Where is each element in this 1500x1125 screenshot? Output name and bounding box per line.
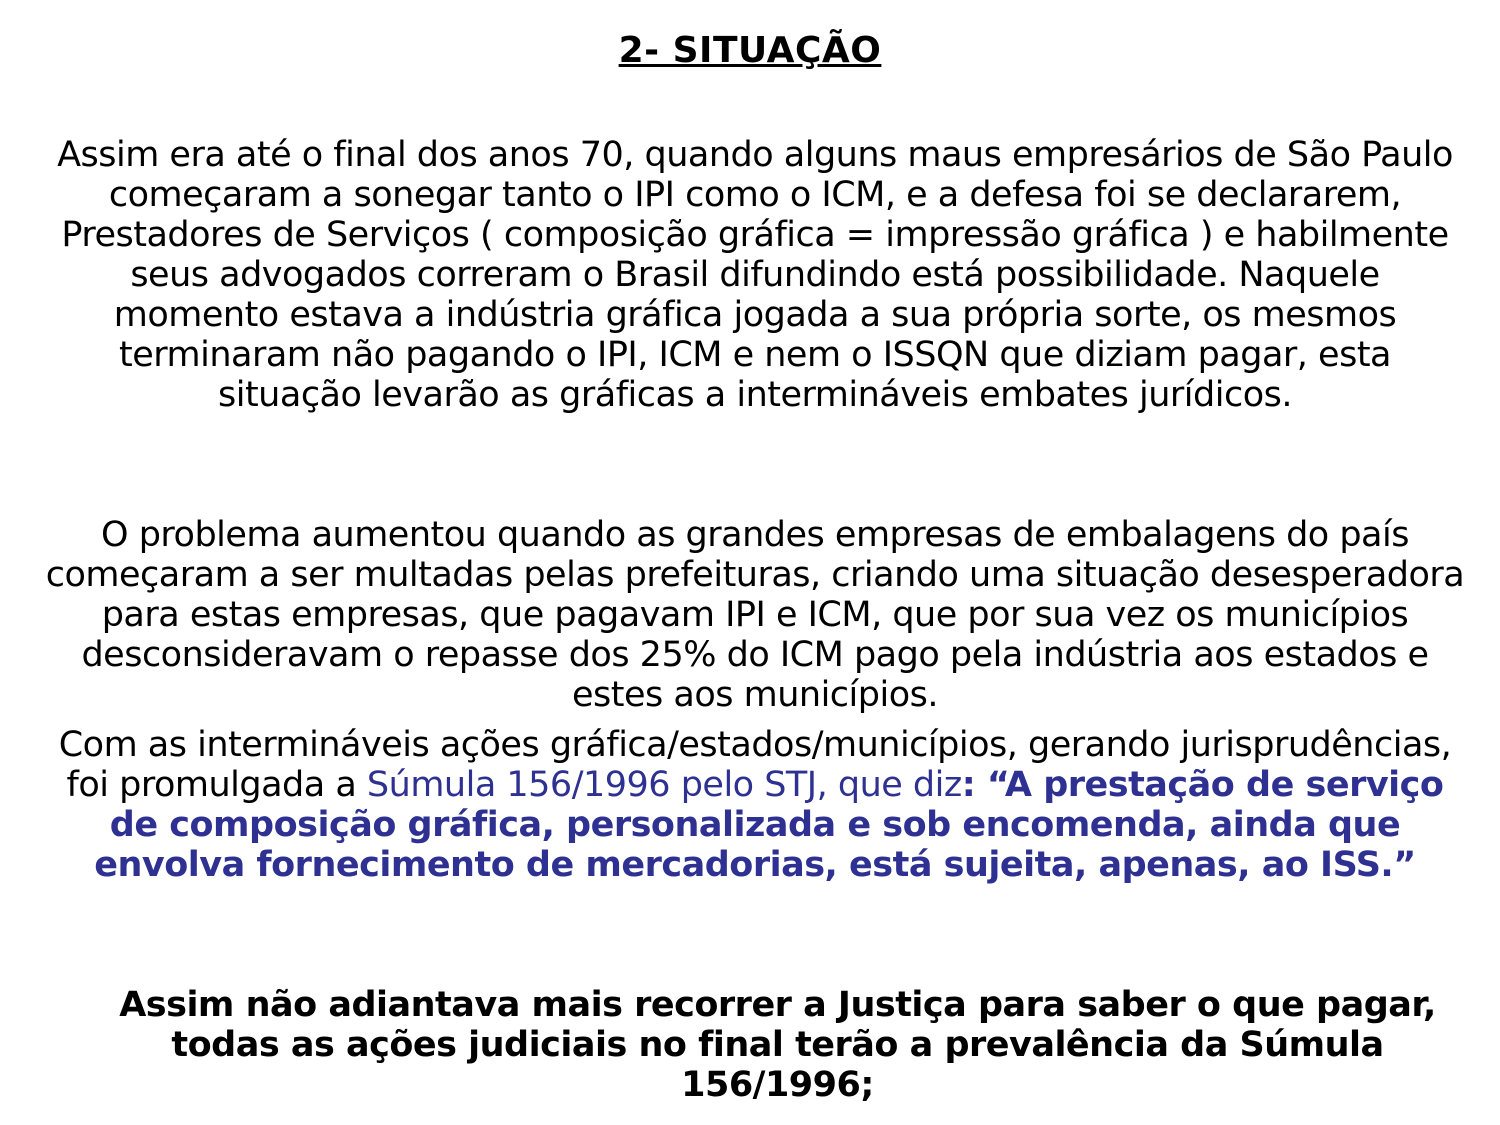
- slide-title: 2- SITUAÇÃO: [618, 30, 882, 71]
- paragraph-problem: O problema aumentou quando as grandes empresas de embalagens do país começaram a ser multadas pelas prefeituras, criando uma situação desesperadora para estas empresas, que pagavam IPI e ICM, que por sua vez os municípios desconsideravam o repasse dos 25% do ICM pago pela indústria aos estados e estes aos municípios.: [45, 515, 1465, 715]
- paragraph-origin: Assim era até o final dos anos 70, quando alguns maus empresários de São Paulo começaram a sonegar tanto o IPI como o ICM, e a defesa foi se declararem, Prestadores de Serviços ( composição gráfica = impressão gráfica ) e habilmente seus advogados correram o Brasil difundindo está possibilidade. Naquele momento estava a indústria gráfica jogada a sua própria sorte, os mesmos terminaram não pagando o IPI, ICM e nem o ISSQN que diziam pagar, esta situação levarão as gráficas a intermináveis embates jurídicos.: [57, 135, 1453, 415]
- sumula-reference: Súmula 156/1996 pelo STJ, que diz: [366, 765, 962, 805]
- sumula-intro-text: Com as intermináveis ações gráfica/estados/municípios, gerando jurisprudências, foi promulgada a: [58, 725, 1452, 805]
- paragraph-sumula: [45, 725, 1465, 885]
- sumula-quote: : “A prestação de serviço de composição gráfica, personalizada e sob encomenda, ainda que envolva fornecimento de mercadorias, está sujeita, apenas, ao ISS.”: [94, 765, 1444, 885]
- paragraph-conclusion: Assim não adiantava mais recorrer a Justiça para saber o que pagar, todas as ações judiciais no final terão a prevalência da Súmula 156/1996;: [119, 985, 1436, 1105]
